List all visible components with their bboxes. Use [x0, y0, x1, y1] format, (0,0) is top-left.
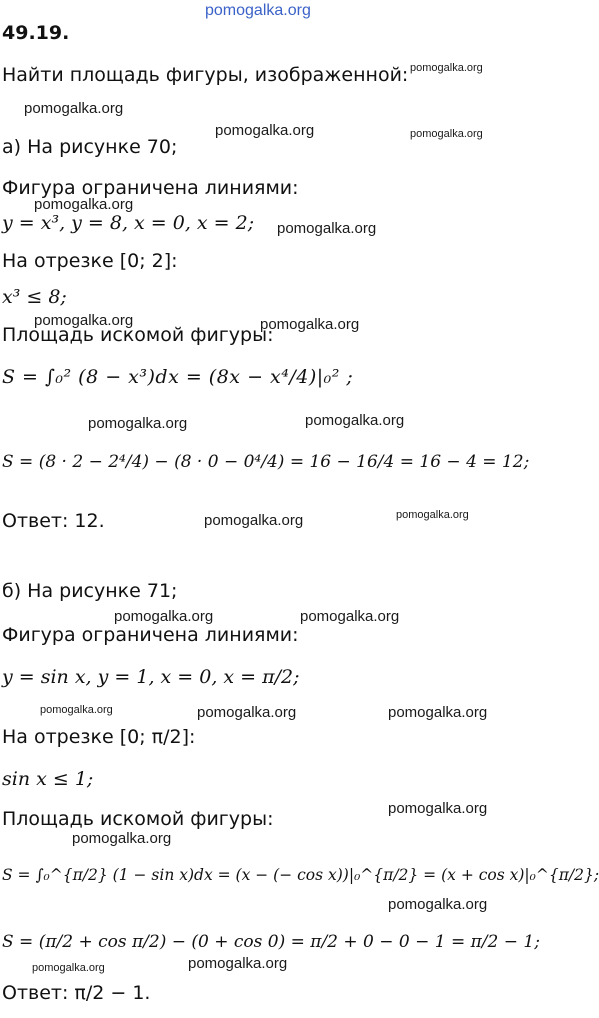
watermark: pomogalka.org	[260, 316, 360, 333]
watermark: pomogalka.org	[396, 509, 469, 521]
part-b-header: б) На рисунке 71;	[2, 580, 178, 602]
part-b-bounded: Фигура ограничена линиями:	[2, 624, 299, 646]
part-a-bounded: Фигура ограничена линиями:	[2, 177, 299, 199]
watermark: pomogalka.org	[114, 608, 214, 625]
part-b-formula-1: S = ∫₀^{π/2} (1 − sin x)dx = (x − (− cos x))|₀^{π/2} = (x + cos x)|₀^{π/2};	[2, 866, 599, 884]
watermark: pomogalka.org	[24, 100, 124, 117]
part-b-formula-2: S = (π/2 + cos π/2) − (0 + cos 0) = π/2 + 0 − 0 − 1 = π/2 − 1;	[2, 932, 540, 952]
watermark: pomogalka.org	[32, 962, 105, 974]
watermark: pomogalka.org	[388, 896, 488, 913]
part-a-area-label: Площадь искомой фигуры:	[2, 324, 274, 346]
watermark: pomogalka.org	[305, 412, 405, 429]
watermark: pomogalka.org	[388, 704, 488, 721]
watermark: pomogalka.org	[410, 62, 483, 74]
part-b-area-label: Площадь искомой фигуры:	[2, 808, 274, 830]
part-a-formula-2: S = (8 · 2 − 2⁴/4) − (8 · 0 − 0⁴/4) = 16 − 16/4 = 16 − 4 = 12;	[2, 452, 530, 472]
watermark: pomogalka.org	[300, 608, 400, 625]
watermark: pomogalka.org	[34, 196, 134, 213]
part-b-inequality: sin x ≤ 1;	[2, 768, 94, 790]
part-a-answer: Ответ: 12.	[2, 510, 105, 532]
part-b-answer: Ответ: π/2 − 1.	[2, 982, 151, 1004]
watermark: pomogalka.org	[388, 800, 488, 817]
watermark: pomogalka.org	[197, 704, 297, 721]
problem-number: 49.19.	[2, 22, 70, 44]
part-b-lines: y = sin x, y = 1, x = 0, x = π/2;	[2, 666, 300, 688]
part-b-segment: На отрезке [0; π/2]:	[2, 726, 196, 748]
part-a-lines: y = x³, y = 8, x = 0, x = 2;	[2, 212, 255, 234]
task-text: Найти площадь фигуры, изображенной:	[2, 64, 409, 86]
watermark: pomogalka.org	[204, 512, 304, 529]
watermark: pomogalka.org	[40, 704, 113, 716]
part-a-header: а) На рисунке 70;	[2, 136, 178, 158]
watermark: pomogalka.org	[188, 955, 288, 972]
watermark: pomogalka.org	[72, 830, 172, 847]
watermark: pomogalka.org	[215, 122, 315, 139]
watermark: pomogalka.org	[277, 220, 377, 237]
part-a-segment: На отрезке [0; 2]:	[2, 250, 178, 272]
watermark: pomogalka.org	[88, 415, 188, 432]
watermark-top: pomogalka.org	[205, 2, 311, 19]
part-a-inequality: x³ ≤ 8;	[2, 286, 67, 308]
watermark: pomogalka.org	[34, 312, 134, 329]
part-a-formula-1: S = ∫₀² (8 − x³)dx = (8x − x⁴/4)|₀² ;	[2, 366, 354, 388]
watermark: pomogalka.org	[410, 128, 483, 140]
